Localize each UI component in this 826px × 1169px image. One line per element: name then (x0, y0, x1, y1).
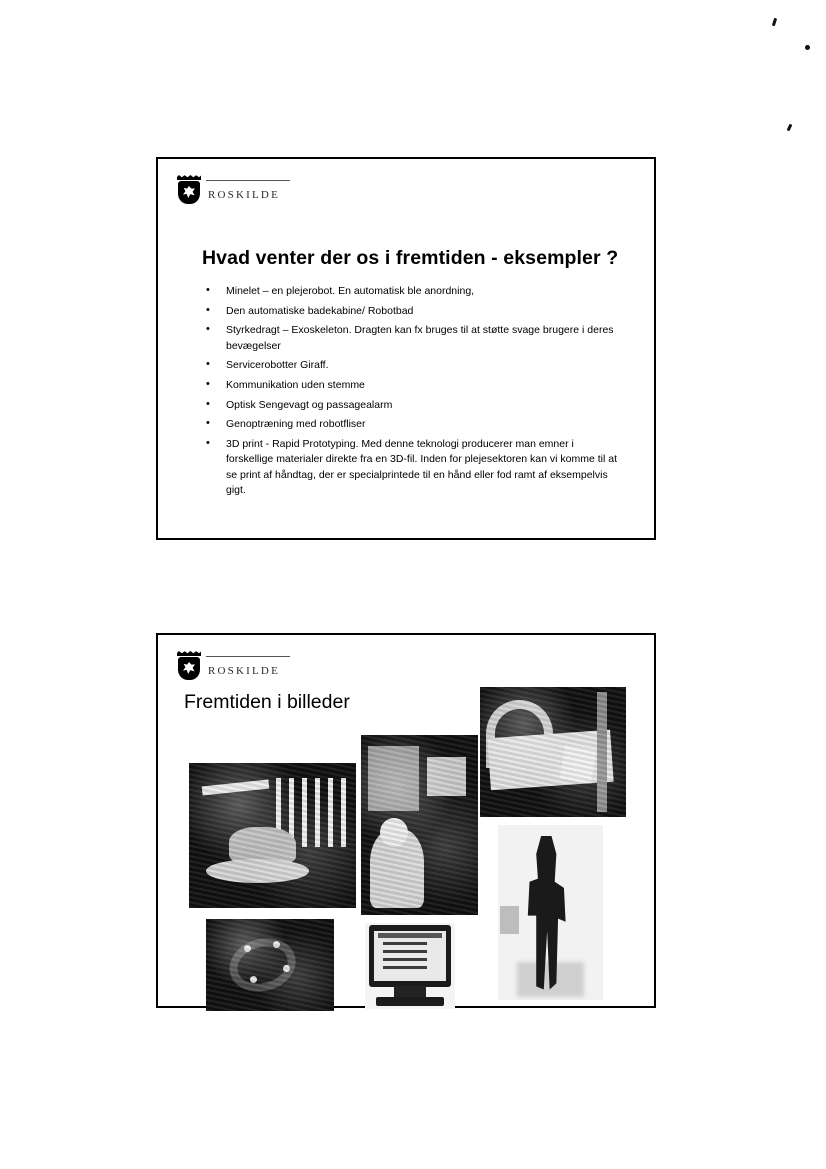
list-item: • Styrkedragt – Exoskeleton. Dragten kan fx bruges til at støtte svage brugere i deres bevægelser (202, 323, 620, 353)
slide-1 (156, 157, 656, 540)
list-item: • 3D print - Rapid Prototyping. Med denne teknologi producerer man emner i forskellige materialer direkte fra en 3D-fil. Inden for plejesektoren kan vi komme til at se print af håndtag, der er specialprintede til en hånd eller fod ramt af eksempelvis gigt. (202, 437, 620, 498)
slide-1-title: Hvad venter der os i fremtiden - eksempler ? (202, 247, 619, 269)
slide-1-bullet-list (202, 284, 620, 502)
list-item: • Den automatiske badekabine/ Robotbad (202, 304, 620, 319)
list-item: • Optisk Sengevagt og passagealarm (202, 398, 620, 413)
list-item: • Minelet – en plejerobot. En automatisk ble anordning, (202, 284, 620, 299)
scan-artifact-speck (805, 45, 810, 50)
scan-artifact-speck (787, 124, 793, 132)
photo-hospital-bed (480, 687, 626, 817)
photo-dark-room (189, 763, 356, 908)
photo-lab-person (361, 735, 478, 915)
roskilde-crest-icon (176, 651, 202, 681)
roskilde-crest-icon (176, 175, 202, 205)
roskilde-logo (176, 175, 280, 205)
roskilde-logo (176, 651, 280, 681)
logo-wordmark: ROSKILDE (208, 665, 280, 681)
photo-exoskeleton (498, 825, 603, 1000)
slide-2-title: Fremtiden i billeder (184, 691, 350, 713)
list-item: • Genoptræning med robotfliser (202, 417, 620, 432)
photo-robot-device (206, 919, 334, 1011)
logo-wordmark: ROSKILDE (208, 189, 280, 205)
photo-monitor (365, 923, 455, 1009)
list-item: • Servicerobotter Giraff. (202, 358, 620, 373)
slide-2 (156, 633, 656, 1008)
scan-artifact-speck (772, 18, 777, 27)
list-item: • Kommunikation uden stemme (202, 378, 620, 393)
